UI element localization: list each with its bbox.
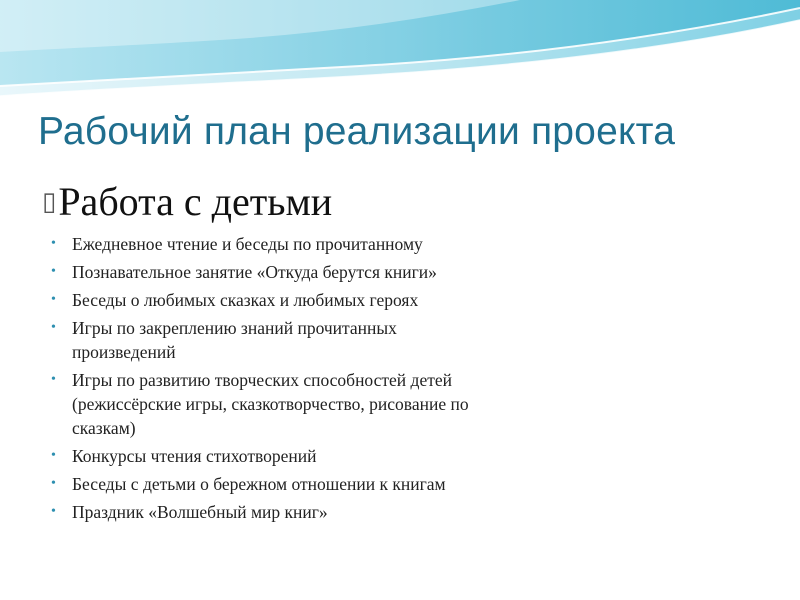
dot-icon: •: [51, 264, 56, 279]
section-heading: [42, 178, 332, 225]
list-item: • Ежедневное чтение и беседы по прочитанному: [51, 234, 423, 254]
dot-icon: •: [51, 372, 56, 387]
list-item: • Беседы о любимых сказках и любимых героях: [51, 290, 419, 310]
dot-icon: •: [51, 292, 56, 307]
list-item: • Игры по закреплению знаний прочитанных произведений: [51, 318, 397, 362]
list-item: • Праздник «Волшебный мир книг»: [51, 502, 328, 522]
dot-icon: •: [51, 236, 56, 251]
list-item: • Беседы с детьми о бережном отношении к книгам: [51, 474, 446, 494]
list-item: • Игры по развитию творческих способностей детей (режиссёрские игры, сказкотворчество, рисование по сказкам): [51, 370, 469, 438]
list-item: • Конкурсы чтения стихотворений: [51, 446, 317, 466]
section-title: Работа с детьми: [58, 179, 333, 224]
dot-icon: •: [51, 320, 56, 335]
dot-icon: •: [51, 476, 56, 491]
missing-glyph-box-icon: ▯: [42, 186, 57, 217]
dot-icon: •: [51, 448, 56, 463]
dot-icon: •: [51, 504, 56, 519]
list-item: • Познавательное занятие «Откуда берутся книги»: [51, 262, 437, 282]
slide-title: Рабочий план реализации проекта: [38, 110, 676, 153]
header-wave-decoration: [0, 0, 800, 110]
bullet-list: [48, 232, 568, 528]
